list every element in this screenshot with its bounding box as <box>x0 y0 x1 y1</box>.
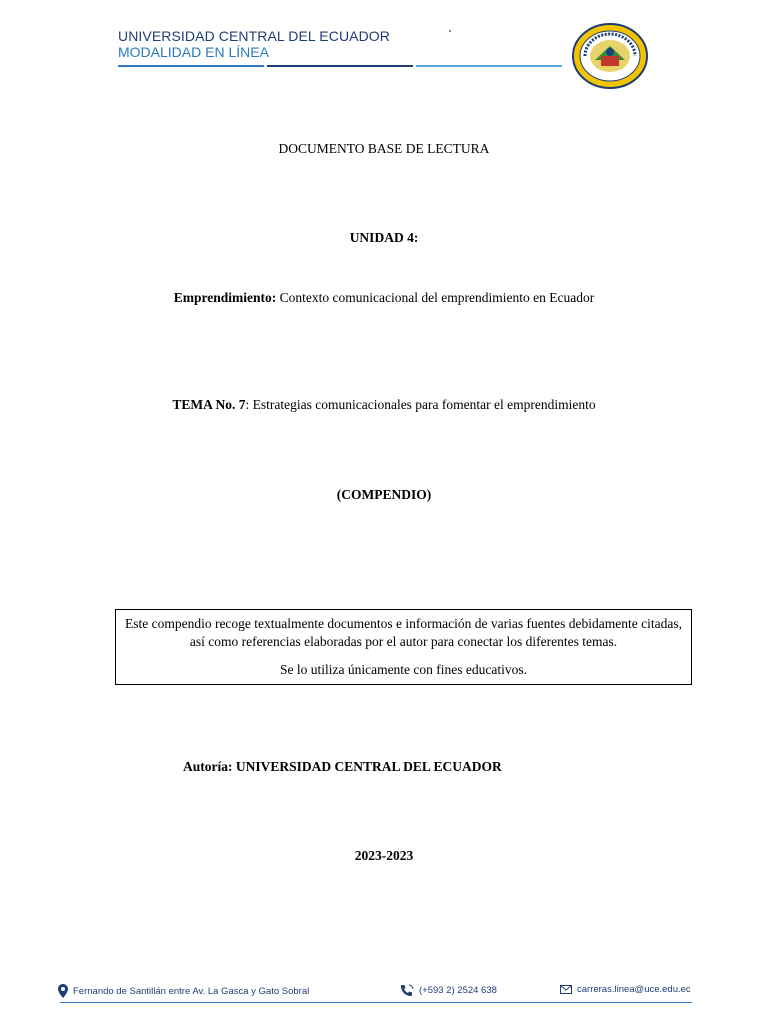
topic-line <box>0 397 768 413</box>
notice-box <box>115 609 692 685</box>
document-type: DOCUMENTO BASE DE LECTURA <box>278 141 490 156</box>
subject-line <box>0 290 768 306</box>
topic-text: : Estrategias comunicacionales para fomentar el emprendimiento <box>245 397 596 412</box>
unit-title: UNIDAD 4: <box>349 230 419 245</box>
authorship-text: UNIVERSIDAD CENTRAL DEL ECUADOR <box>232 759 502 774</box>
subject-label: Emprendimiento: <box>173 290 277 305</box>
authorship-label: Autoría: <box>183 759 233 774</box>
header-divider-2 <box>267 65 413 67</box>
university-name: UNIVERSIDAD CENTRAL DEL ECUADOR <box>118 28 390 44</box>
notice-text-1: Este compendio recoge textualmente documentos e información de varias fuentes debidamente citadas, así como referencias elaboradas por el autor para conectar los diferentes temas. <box>124 616 683 649</box>
footer-phone <box>400 984 497 997</box>
mail-icon <box>560 985 572 994</box>
address-text: Fernando de Santillán entre Av. La Gasca y Gato Sobral <box>73 985 310 997</box>
topic-label: TEMA No. 7 <box>172 397 246 412</box>
header-divider-3 <box>416 65 562 67</box>
footer-address <box>58 984 309 998</box>
phone-text: (+593 2) 2524 638 <box>419 985 497 996</box>
year-range: 2023-2023 <box>354 848 414 863</box>
footer-email <box>560 984 691 995</box>
compendium-title: (COMPENDIO) <box>336 487 432 502</box>
email-text: carreras.linea@uce.edu.ec <box>577 984 691 995</box>
authorship-line <box>183 759 502 775</box>
modality-name: MODALIDAD EN LÍNEA <box>118 44 269 60</box>
notice-text-2: Se lo utiliza únicamente con fines educativos. <box>279 662 528 677</box>
footer-divider <box>60 1002 692 1003</box>
university-seal-logo <box>571 22 649 90</box>
header-divider-1 <box>118 65 264 67</box>
location-pin-icon <box>58 984 68 998</box>
phone-icon <box>400 984 414 997</box>
subject-text: Contexto comunicacional del emprendimiento en Ecuador <box>276 290 595 305</box>
stray-dot <box>449 30 451 32</box>
